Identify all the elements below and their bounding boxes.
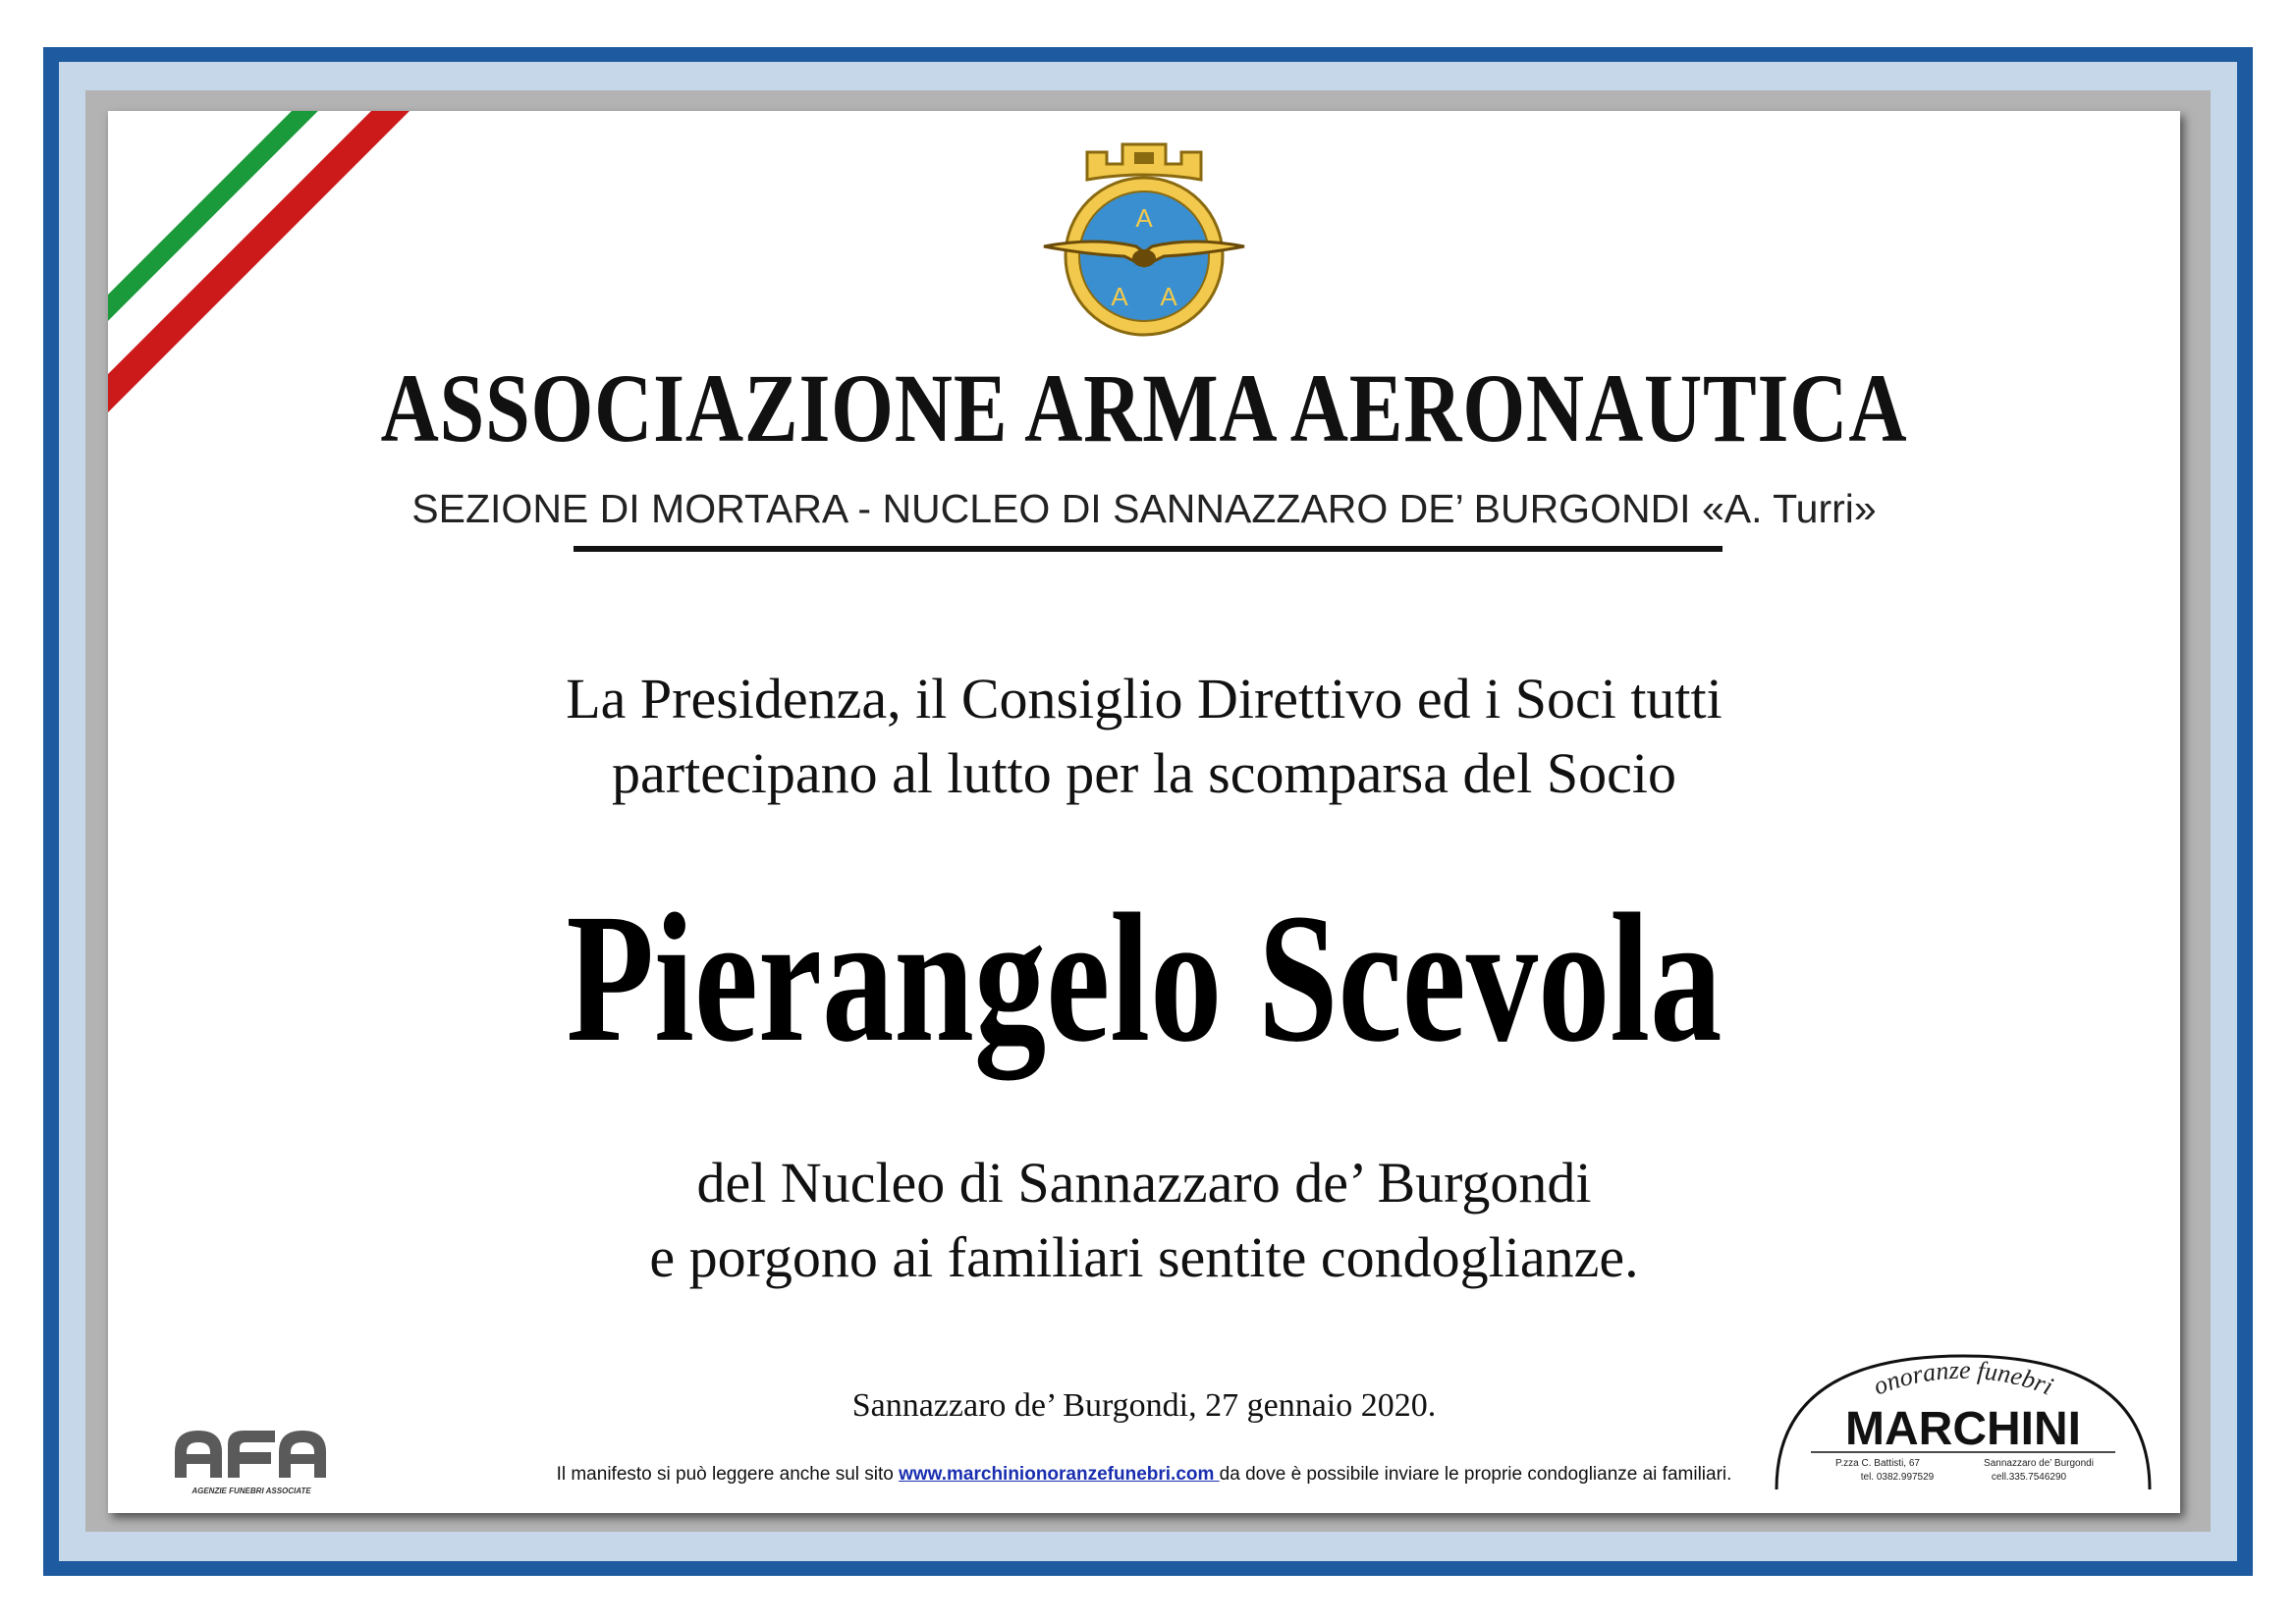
emblem-letter-left: A (1111, 282, 1128, 311)
marchini-cell: cell.335.7546290 (1991, 1472, 2067, 1483)
association-title: ASSOCIAZIONE ARMA AERONAUTICA (380, 353, 1908, 462)
notice-card (108, 111, 2180, 1513)
message-line-2: partecipano al lutto per la scomparsa del Socio (612, 741, 1676, 805)
marchini-logo (1772, 1350, 2155, 1497)
emblem-letter-right: A (1160, 282, 1177, 311)
aeronautica-emblem-icon (1036, 131, 1252, 347)
website-link[interactable]: www.marchinionoranzefunebri.com (899, 1464, 1220, 1485)
title-divider (574, 546, 1722, 552)
marchini-address: P.zza C. Battisti, 67 (1835, 1458, 1920, 1469)
marchini-tel: tel. 0382.997529 (1860, 1472, 1935, 1483)
marchini-name: MARCHINI (1845, 1403, 2081, 1455)
message-line-3: del Nucleo di Sannazzaro de’ Burgondi (696, 1151, 1592, 1215)
place-date: Sannazzaro de’ Burgondi, 27 gennaio 2020. (851, 1387, 1437, 1424)
footer-text-before: Il manifesto si può leggere anche sul sito (556, 1464, 900, 1485)
afa-caption: AGENZIE FUNEBRI ASSOCIATE (191, 1487, 311, 1495)
footer-text-after: da dove è possibile inviare le proprie condoglianze ai familiari. (1219, 1464, 1732, 1485)
message-line-1: La Presidenza, il Consiglio Direttivo ed i Soci tutti (566, 667, 1722, 730)
deceased-name: Pierangelo Scevola (566, 875, 1722, 1080)
emblem-letter-top: A (1135, 203, 1153, 233)
association-subtitle: SEZIONE DI MORTARA - NUCLEO DI SANNAZZARO DE’ BURGONDI «A. Turri» (411, 486, 1877, 531)
afa-logo (169, 1421, 336, 1499)
marchini-city: Sannazzaro de’ Burgondi (1984, 1458, 2094, 1469)
marchini-arc-text: onoranze funebri (1869, 1355, 2057, 1401)
message-line-4: e porgono ai familiari sentite condoglianze. (649, 1225, 1639, 1289)
